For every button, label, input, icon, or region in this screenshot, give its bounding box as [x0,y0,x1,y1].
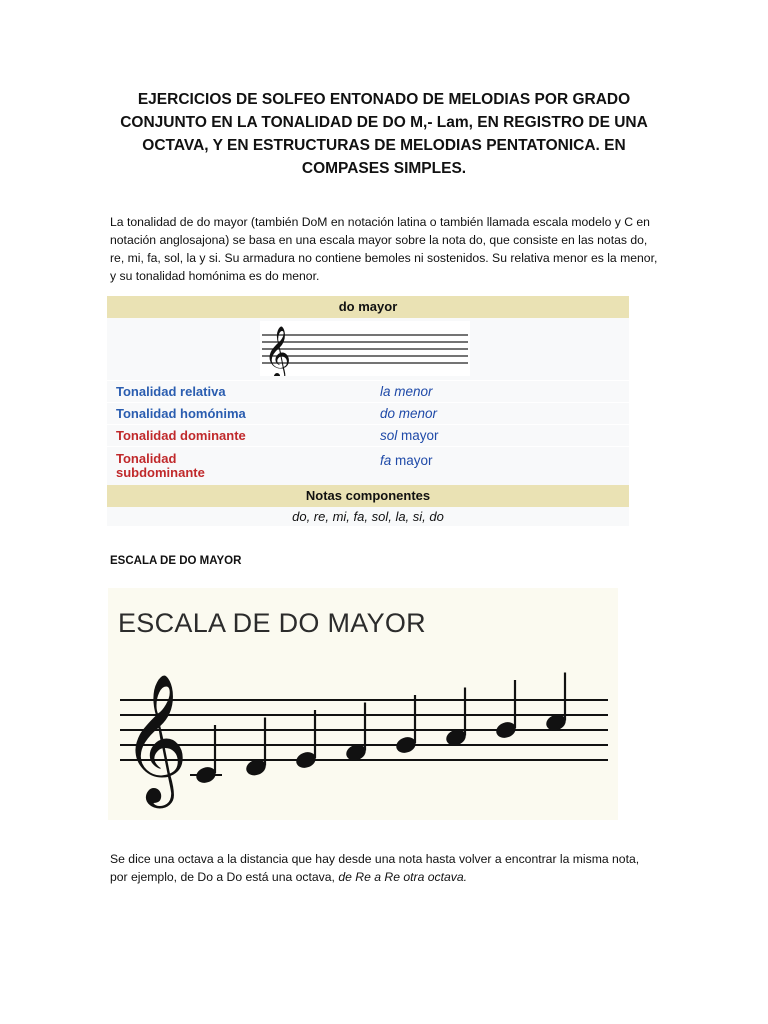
components-notes: do, re, mi, fa, sol, la, si, do [292,509,444,524]
octave-text-italic: de Re a Re otra octava. [338,870,468,884]
infobox-row-relative [107,380,629,402]
octave-text: Se dice una octava a la distancia que hay desde una nota hasta volver a encontrar la misma nota, por ejemplo, de Do a Do está una octava, [110,852,640,884]
scale-heading: ESCALA DE DO MAYOR [110,555,242,567]
row-label-line2: subdominante [116,465,205,480]
infobox-row-homonym [107,402,629,424]
infobox-row-subdominant [107,446,629,483]
svg-text:𝄞: 𝄞 [122,673,189,803]
c-major-scale-image [108,588,618,820]
row-value[interactable]: fa mayor [380,453,433,468]
key-signature-staff [260,321,470,376]
row-label-line1: Tonalidad [116,451,177,466]
svg-text:𝄞: 𝄞 [264,325,292,376]
infobox-header: do mayor [107,296,629,318]
row-label: Tonalidad homónima [116,406,246,421]
row-value[interactable]: sol mayor [380,428,439,443]
treble-clef-staff-icon [260,321,470,376]
row-value[interactable]: la menor [380,384,433,399]
row-label: Tonalidad relativa [116,384,226,399]
infobox-row-dominant [107,424,629,446]
document-title: EJERCICIOS DE SOLFEO ENTONADO DE MELODIAS POR GRADO CONJUNTO EN LA TONALIDAD DE DO M,- Lam, EN REGISTRO DE UNA OCTAVA, Y EN ESTRUCTURAS DE MELODIAS PENTATONICA. EN COMPASES SIMPLES. [120,91,648,177]
scale-staff-icon [108,588,618,820]
scale-image-title: ESCALA DE DO MAYOR [118,608,426,638]
row-label: Tonalidad dominante [116,428,246,443]
components-header: Notas componentes [107,485,629,507]
intro-paragraph: La tonalidad de do mayor (también DoM en notación latina o también llamada escala modelo y C en notación anglosajona) se basa en una escala mayor sobre la nota do, que consiste en las notas do, re, mi, fa, sol, la y si. Su armadura no contiene bemoles ni sostenidos. Su relativa menor es la menor, y su tonalidad homónima es do menor. [110,215,658,283]
octave-paragraph [110,850,658,886]
key-infobox [107,296,629,526]
row-value[interactable]: do menor [380,406,438,421]
